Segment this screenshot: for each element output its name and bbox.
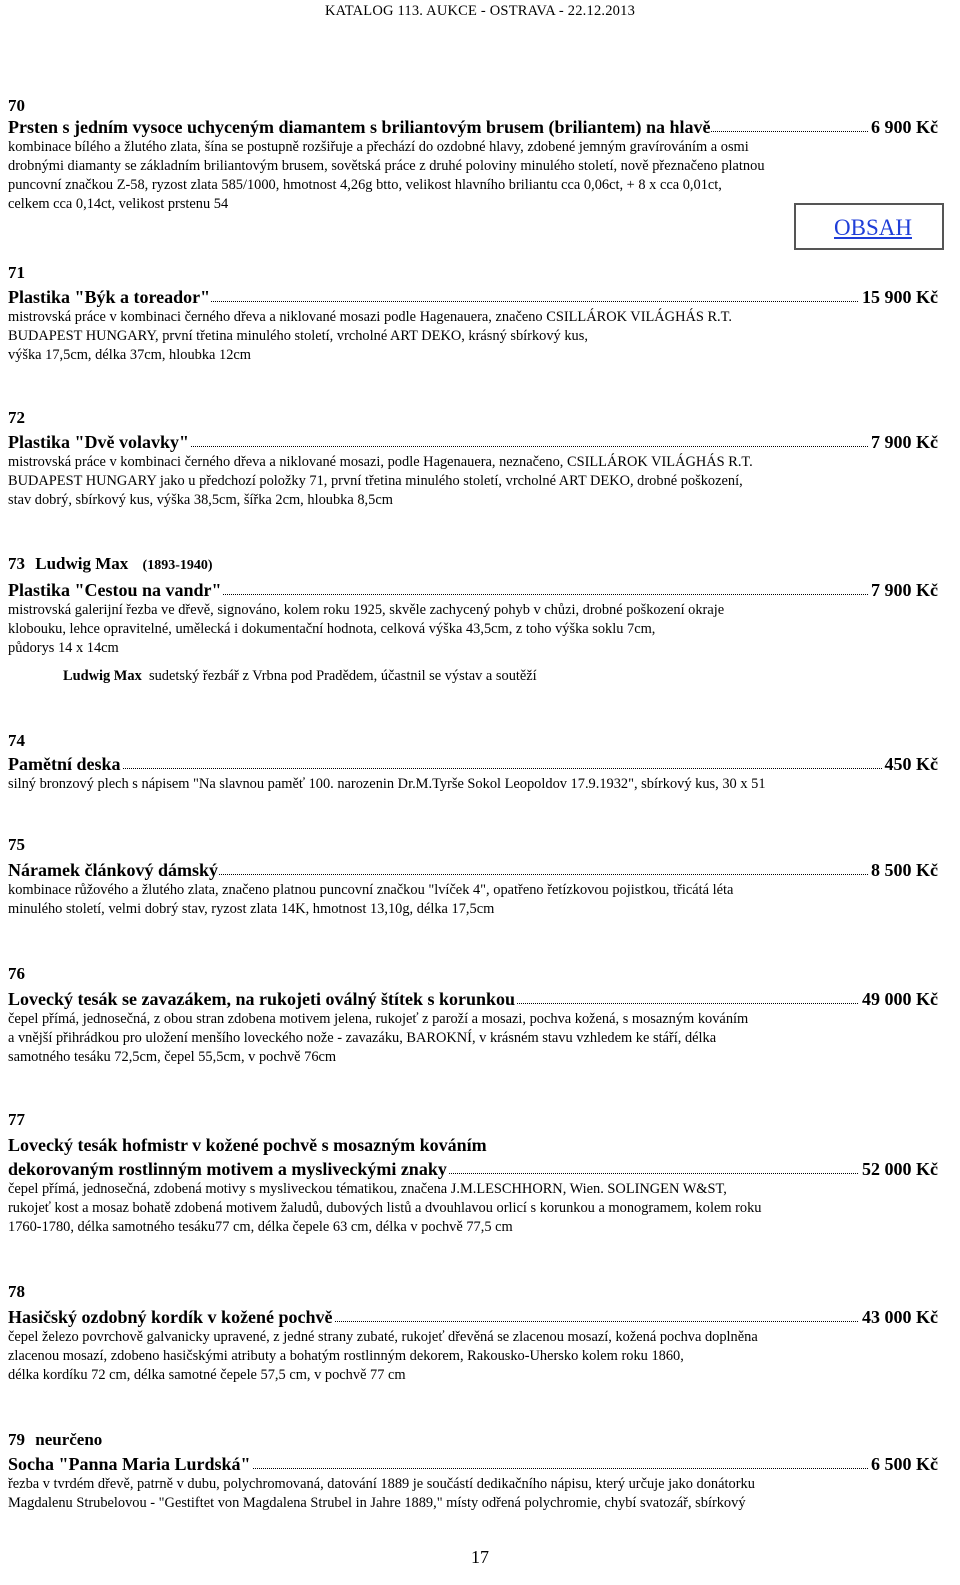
lot-title: Náramek článkový dámský (8, 860, 219, 880)
desc-line: BUDAPEST HUNGARY jako u předchozí položky 71, první třetina minulého století, vrcholné ART DEKO, drobné poškození, (8, 473, 743, 489)
lot-title: Hasičský ozdobný kordík v kožené pochvě (8, 1307, 333, 1327)
artist-dates: (1893-1940) (142, 558, 213, 573)
lot-description (8, 1010, 938, 1067)
lot-73 (8, 554, 938, 686)
lot-description (8, 881, 938, 919)
desc-line: mistrovská galerijní řezba ve dřevě, signováno, kolem roku 1925, skvěle zachycený pohyb v chůzi, drobné poškození okraje (8, 602, 725, 618)
lot-number: 72 (8, 408, 25, 427)
note-artist-name: Ludwig Max (63, 668, 142, 684)
lot-description (8, 1475, 938, 1513)
lot-price: 8 500 Kč (868, 859, 938, 881)
desc-line: zlacenou mosazí, zdobeno hasičskými atributy a bohatým rostlinným dekorem, Rakousko-Uhersko kolem roku 1860, (8, 1348, 684, 1364)
lot-price: 6 900 Kč (868, 116, 938, 138)
obsah-link-box[interactable] (794, 203, 944, 250)
lot-number: 71 (8, 263, 25, 282)
lot-artist: Ludwig Max (35, 554, 129, 573)
lot-title-row (8, 579, 938, 601)
lot-price: 7 900 Kč (868, 579, 938, 601)
lot-artist-line (8, 554, 938, 576)
lot-price: 450 Kč (882, 753, 939, 775)
lot-title: Lovecký tesák se zavazákem, na rukojeti oválný štítek s korunkou (8, 989, 516, 1009)
lot-description (8, 775, 938, 794)
lot-title-row (8, 1306, 938, 1328)
lot-artist: neurčeno (35, 1430, 103, 1449)
lot-title-row (8, 988, 938, 1010)
desc-line: drobnými diamanty se základním briliantovým brusem, sovětská práce z druhé poloviny minulého století, nově přeznačeno platnou (8, 158, 765, 174)
artist-note (63, 667, 938, 686)
lot-number: 70 (8, 96, 25, 115)
lot-number: 76 (8, 964, 25, 983)
note-text: sudetský řezbář z Vrbna pod Pradědem, účastnil se výstav a soutěží (148, 668, 537, 684)
lot-description (8, 453, 938, 510)
desc-line: silný bronzový plech s nápisem "Na slavnou paměť 100. narozenin Dr.M.Tyrše Sokol Leopoldov 17.9.1932", sbírkový kus, 30 x 51 (8, 776, 766, 792)
lot-price: 6 500 Kč (868, 1453, 938, 1475)
desc-line: délka kordíku 72 cm, délka samotné čepele 57,5 cm, v pochvě 77 cm (8, 1367, 406, 1383)
lot-title-line1: Lovecký tesák hofmistr v kožené pochvě s mosazným kováním (8, 1135, 487, 1155)
lot-title: Plastika "Býk a toreador" (8, 287, 211, 307)
desc-line: a vnější přihrádkou pro uložení menšího loveckého nože - zavazáku, BAROKNÍ, v krásném stavu vzhledem ke stáří, délka (8, 1030, 717, 1046)
desc-line: čepel železo povrchově galvanicky upravené, z jedné strany zubaté, rukojeť dřevěná se zlacenou mosazí, kožená pochva doplněna (8, 1329, 758, 1345)
desc-line: 1760-1780, délka samotného tesáku77 cm, délka čepele 63 cm, délka v pochvě 77,5 cm (8, 1219, 513, 1235)
desc-line: Magdalenu Strubelovou - "Gestiftet von Magdalena Strubel in Jahre 1889," místy odřená polychromie, chybí svatozář, sbírkový (8, 1495, 746, 1511)
lot-title: Pamětní deska (8, 754, 121, 774)
lot-74 (8, 731, 938, 794)
lot-title-row (8, 1453, 938, 1475)
desc-line: řezba v tvrdém dřevě, patrně v dubu, polychromovaná, datování 1889 je součástí dedikačního nápisu, který určuje jako donátorku (8, 1476, 755, 1492)
lot-title: Socha "Panna Maria Lurdská" (8, 1454, 251, 1474)
lot-title-row (8, 431, 938, 453)
desc-line: výška 17,5cm, délka 37cm, hloubka 12cm (8, 347, 251, 363)
page-number: 17 (471, 1547, 489, 1567)
obsah-link[interactable]: OBSAH (834, 215, 912, 240)
desc-line: čepel přímá, jednosečná, zdobená motivy s mysliveckou tématikou, značena J.M.LESCHHORN, Wien. SOLINGEN W&ST, (8, 1181, 727, 1197)
lot-75 (8, 835, 938, 919)
dot-leader (8, 768, 938, 769)
lot-number: 77 (8, 1110, 25, 1129)
lot-77 (8, 1110, 938, 1237)
lot-title-row (8, 1158, 938, 1180)
lot-71 (8, 263, 938, 365)
desc-line: stav dobrý, sbírkový kus, výška 38,5cm, šířka 2cm, hloubka 8,5cm (8, 492, 393, 508)
desc-line: mistrovská práce v kombinaci černého dřeva a niklované mosazi, podle Hagenauera, neznačeno, CSILLÁROK VILÁGHÁS R.T. (8, 454, 753, 470)
lot-title-row (8, 116, 938, 138)
lot-artist-line (8, 1430, 938, 1450)
lot-description (8, 601, 938, 658)
lot-price: 15 900 Kč (859, 286, 938, 308)
lot-title-row (8, 286, 938, 308)
lot-title-row (8, 859, 938, 881)
desc-line: puncovní značkou Z-58, ryzost zlata 585/1000, hmotnost 4,26g btto, velikost hlavního briliantu cca 0,06ct, + 8 x cca 0,01ct, (8, 177, 722, 193)
desc-line: půdorys 14 x 14cm (8, 640, 119, 656)
lot-number: 75 (8, 835, 25, 854)
desc-line: samotného tesáku 72,5cm, čepel 55,5cm, v pochvě 76cm (8, 1049, 337, 1065)
lot-76 (8, 964, 938, 1067)
lot-description (8, 1328, 938, 1385)
lot-72 (8, 408, 938, 510)
desc-line: klobouku, lehce opravitelné, umělecká i dokumentační hodnota, celková výška 43,5cm, z toho výška soklu 7cm, (8, 621, 656, 637)
lot-title: Plastika "Cestou na vandr" (8, 580, 222, 600)
lot-description (8, 308, 938, 365)
lot-price: 7 900 Kč (868, 431, 938, 453)
lot-title: dekorovaným rostlinným motivem a mysliveckými znaky (8, 1159, 447, 1179)
lot-number: 74 (8, 731, 25, 750)
desc-line: kombinace růžového a žlutého zlata, značeno platnou puncovní značkou "lvíček 4", opatřeno řetízkovou pojistkou, třicátá léta (8, 882, 734, 898)
desc-line: celkem cca 0,14ct, velikost prstenu 54 (8, 196, 229, 212)
lot-price: 52 000 Kč (859, 1158, 938, 1180)
desc-line: kombinace bílého a žlutého zlata, šína se postupně rozšiřuje a přechází do ozdobné hlavy, zdobené jemným gravírováním a osmi (8, 139, 749, 155)
catalog-header: KATALOG 113. AUKCE - OSTRAVA - 22.12.2013 (324, 3, 636, 19)
lot-number: 79 (8, 1430, 25, 1449)
lot-price: 49 000 Kč (859, 988, 938, 1010)
lot-number: 73 (8, 554, 25, 573)
desc-line: rukojeť kost a mosaz bohatě zdobená motivem žaludů, dubových listů a dvouhlavou orlicí s korunkou a monogramem, kolem roku (8, 1200, 762, 1216)
lot-description (8, 1180, 938, 1237)
lot-price: 43 000 Kč (859, 1306, 938, 1328)
lot-70 (8, 96, 938, 214)
lot-79 (8, 1430, 938, 1513)
lot-title-row (8, 753, 938, 775)
desc-line: BUDAPEST HUNGARY, první třetina minulého století, vrcholné ART DEKO, krásný sbírkový kus, (8, 328, 588, 344)
lot-title: Plastika "Dvě volavky" (8, 432, 189, 452)
lot-number: 78 (8, 1282, 25, 1301)
desc-line: čepel přímá, jednosečná, z obou stran zdobena motivem jelena, rukojeť z paroží a mosazi, pochva kožená, s mosazným kováním (8, 1011, 749, 1027)
desc-line: minulého století, velmi dobrý stav, ryzost zlata 14K, hmotnost 13,10g, délka 17,5cm (8, 901, 495, 917)
desc-line: mistrovská práce v kombinaci černého dřeva a niklované mosazi podle Hagenauera, značeno CSILLÁROK VILÁGHÁS R.T. (8, 309, 732, 325)
lot-title: Prsten s jedním vysoce uchyceným diamantem s briliantovým brusem (briliantem) na hlavě (8, 117, 711, 137)
lot-78 (8, 1282, 938, 1385)
